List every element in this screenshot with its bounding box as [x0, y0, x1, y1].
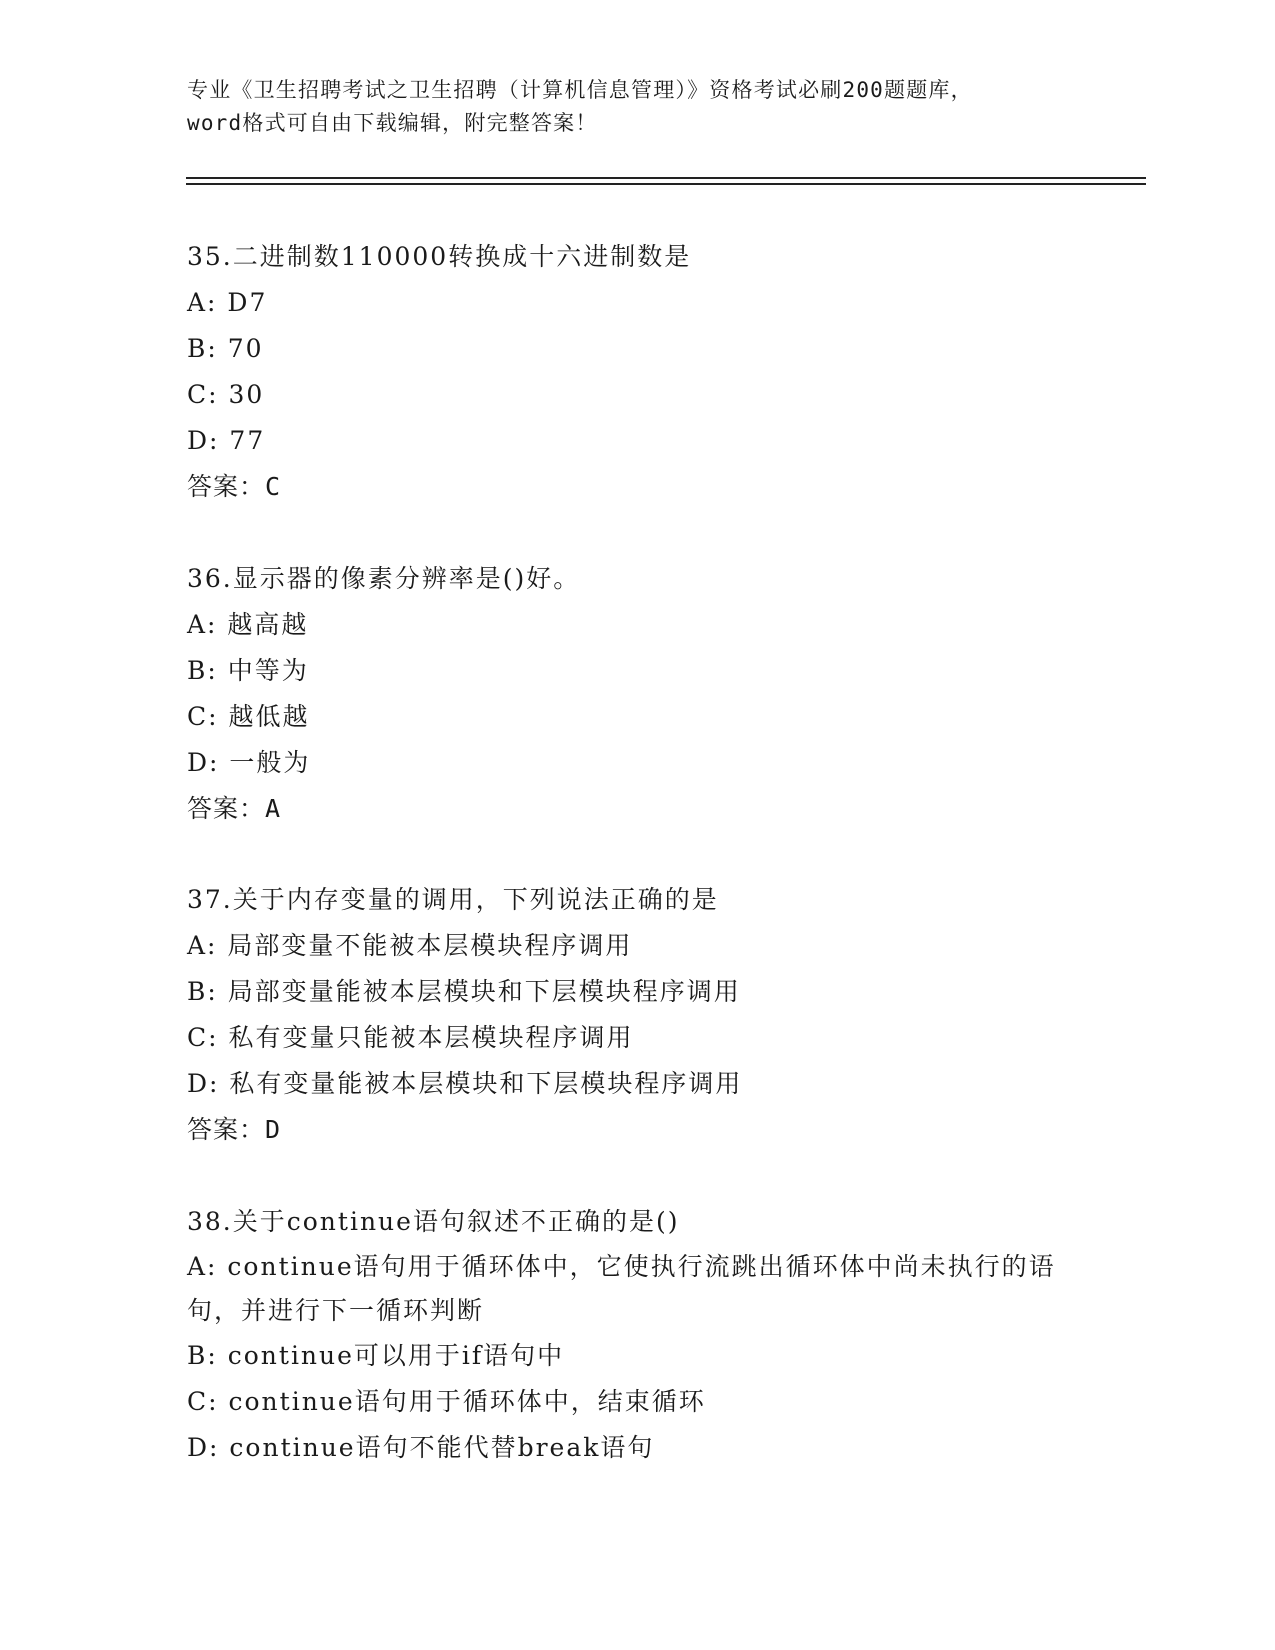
option-c: C: continue语句用于循环体中，结束循环	[187, 1387, 706, 1416]
question-35	[187, 234, 1087, 510]
question-stem: 36.显示器的像素分辨率是()好。	[187, 564, 581, 593]
question-stem: 38.关于continue语句叙述不正确的是()	[187, 1207, 680, 1236]
option-c: C: 越低越	[187, 702, 310, 731]
header-divider-bottom	[186, 183, 1146, 185]
answer-line	[187, 1107, 1087, 1153]
header-line-1: 专业《卫生招聘考试之卫生招聘（计算机信息管理）》资格考试必刷200题题库，	[187, 78, 973, 102]
answer-value: C	[265, 472, 282, 501]
header-divider-top	[186, 177, 1146, 179]
option-d: D: continue语句不能代替break语句	[187, 1433, 655, 1462]
option-d: D: 77	[187, 426, 266, 455]
answer-line	[187, 786, 1087, 832]
option-c: C: 私有变量只能被本层模块程序调用	[187, 1023, 634, 1052]
option-c: C: 30	[187, 380, 265, 409]
question-stem: 37.关于内存变量的调用，下列说法正确的是	[187, 885, 719, 914]
document-header	[187, 74, 1087, 140]
question-36	[187, 556, 1087, 832]
answer-value: A	[265, 794, 282, 823]
option-d: D: 私有变量能被本层模块和下层模块程序调用	[187, 1069, 743, 1098]
answer-label: 答案：	[187, 794, 266, 823]
option-a: A: D7	[187, 288, 268, 317]
option-a: A: 局部变量不能被本层模块程序调用	[187, 931, 633, 960]
answer-line	[187, 464, 1087, 510]
answer-label: 答案：	[187, 472, 266, 501]
option-b: B: 局部变量能被本层模块和下层模块程序调用	[187, 977, 741, 1006]
answer-value: D	[265, 1115, 282, 1144]
option-b: B: 中等为	[187, 656, 309, 685]
option-d: D: 一般为	[187, 748, 311, 777]
option-a: A: continue语句用于循环体中，它使执行流跳出循环体中尚未执行的语句，并进行下一循环判断	[187, 1252, 1056, 1325]
option-a: A: 越高越	[187, 610, 309, 639]
question-38	[187, 1199, 1087, 1471]
question-37	[187, 877, 1087, 1153]
header-line-2: word格式可自由下载编辑，附完整答案！	[187, 111, 598, 135]
question-stem: 35.二进制数110000转换成十六进制数是	[187, 242, 692, 271]
option-b: B: continue可以用于if语句中	[187, 1341, 565, 1370]
answer-label: 答案：	[187, 1115, 266, 1144]
option-b: B: 70	[187, 334, 264, 363]
